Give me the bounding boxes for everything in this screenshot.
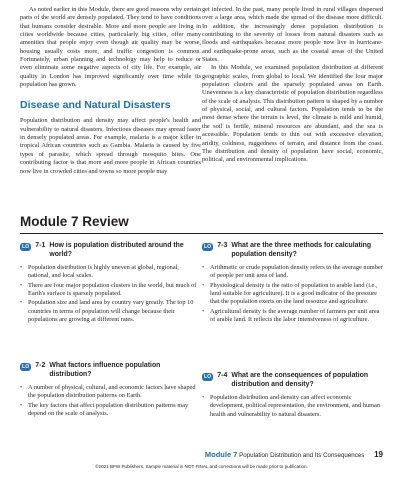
bullet-list <box>202 264 383 324</box>
learning-objective-7-3 <box>202 242 383 325</box>
learning-objective-7-1 <box>20 242 201 325</box>
lo-question: What are the three methods for calculating population density? <box>231 242 372 258</box>
lo-question: How is population distributed around the world? <box>49 242 184 258</box>
bullet-list <box>20 264 201 324</box>
lo-badge: LO <box>204 244 212 250</box>
page-number: 19 <box>374 450 383 459</box>
lo-number: 7-2 <box>35 362 46 369</box>
lo-number: 7-4 <box>217 372 228 379</box>
left-column <box>20 6 201 176</box>
paragraph: As noted earlier in this Module, there are good reasons why certain parts of the world are densely populated. They tend to have conditions that humans consider desirable. More and more people are living in cities worldwide because cities, particularly big cities, offer many amenities that people enjoy even though air quality may be worse, housing usually costs more, and traffic congestion is common. Fortunately, urban planning and technology may help to reduce or even eliminate some negative aspects of city life. For example, air quality in London has improved significantly over time while its population has grown. <box>20 6 201 89</box>
paragraph: Population distribution and density may affect people's health and vulnerability to natural disasters. Infectious diseases may spread faster in densely populated areas. For example, malaria is a major killer in tropical African countries such as Gambia. Malaria is caused by five types of parasite, which spread through mosquito bites. One contributing factor is that more and more people in African countries now live in crowded cities and towns so more people may <box>20 117 201 175</box>
lo-question: What factors influence population distribution? <box>49 362 161 378</box>
lo-badge: LO <box>22 244 30 250</box>
list-item: • Population distribution and density can affect economic development, political representation, the environment, and human health and vulnerability to natural disasters. <box>202 394 383 419</box>
bullet-list <box>202 394 383 419</box>
right-column <box>202 6 383 165</box>
lo-number: 7-3 <box>217 242 228 249</box>
learning-objective-7-2 <box>20 362 201 419</box>
list-item: • Agricultural density is the average number of farmers per unit area of arable land. It reflects the labor intensiveness of agriculture. <box>202 308 383 325</box>
learning-objective-7-4 <box>202 372 383 420</box>
footer-chapter-title: Population Distribution and Its Consequences <box>239 452 365 459</box>
paragraph: get infected. In the past, many people lived in rural villages dispersed over a large area, which made the spread of the disease more difficult. In addition, the increasingly dense population distribution is contributing to the severity of losses from natural disasters such as floods and earthquakes because more people now live in hurricane- and earthquake-prone areas, such as the coastal areas of the United States. <box>202 6 383 64</box>
footer-module-label: Module 7 <box>204 450 238 459</box>
lo-number: 7-1 <box>35 242 46 249</box>
list-item: • Population size and land area by country vary greatly. The top 10 countries in terms of population will change because their populations are growing at different rates. <box>20 299 201 324</box>
bullet-list <box>20 384 201 418</box>
lo-badge: LO <box>22 364 30 370</box>
list-item: • Population distribution is highly uneven at global, regional, national, and local scales. <box>20 264 201 281</box>
list-item: • Arithmetic or crude population density refers to the average number of people per unit area of land. <box>202 264 383 281</box>
divider <box>20 233 383 234</box>
lo-badge: LO <box>204 374 212 380</box>
list-item: • The key factors that affect population distribution patterns may depend on the scale of analysis. <box>20 402 201 419</box>
list-item: • A number of physical, cultural, and economic factors have shaped the population distribution patterns on Earth. <box>20 384 201 401</box>
list-item: • There are four major population clusters in the world, but much of Earth's surface is sparsely populated. <box>20 282 201 299</box>
section-heading: Disease and Natural Disasters <box>20 99 171 112</box>
paragraph: In this Module, we examined population distribution at different geographic scales, from global to local. We identified the four major population clusters and the sparsely populated areas on Earth. Unevenness is a key characteristic of population distribution regardless of the scale of analysis. This distribution pattern is shaped by a number of physical, social, and cultural factors. Population tends to be the most dense where the terrain is level, the climate is mild and humid, the soil is fertile, mineral resources are abundant, and the sea is accessible. Population tends to thin out with excessive elevation, aridity, coldness, ruggedness of terrain, and distance from the coast. The distribution and density of population have social, economic, political, and environmental implications. <box>202 64 383 164</box>
review-title: Module 7 Review <box>20 214 129 229</box>
page-footer <box>0 450 383 459</box>
list-item: • Physiological density is the ratio of population to arable land (i.e., land suitable for agriculture). It is a good indicator of the pressure that the population exerts on the land resource and agriculture. <box>202 282 383 307</box>
lo-question: What are the consequences of population distribution and density? <box>231 372 369 388</box>
copyright-notice: ©2021 BFW Publishers. Sample material is NOT FINAL and corrections will be made prior to publication. <box>95 464 308 469</box>
